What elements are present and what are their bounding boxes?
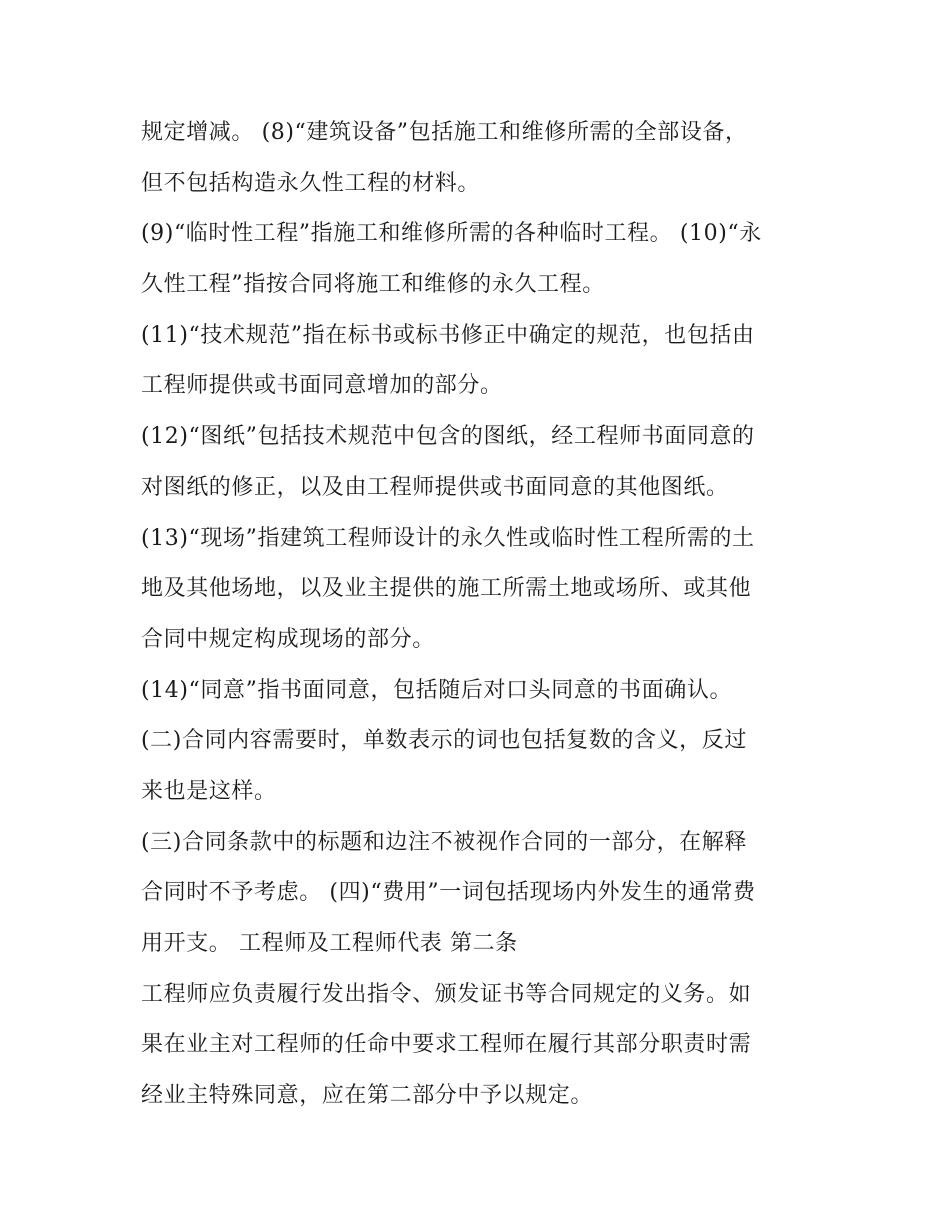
text-line: (9)“临时性工程”指施工和维修所需的各种临时工程。 (10)“永 — [141, 221, 762, 247]
text-line: (14)“同意”指书面同意，包括随后对口头同意的书面确认。 — [141, 677, 733, 703]
text-line: 用开支。 工程师及工程师代表 第二条 — [141, 931, 518, 956]
text-line: (二)合同内容需要时，单数表示的词也包括复数的含义，反过 — [141, 728, 747, 754]
text-line: (三)合同条款中的标题和边注不被视作合同的一部分，在解释 — [141, 829, 747, 855]
text-line: 规定增减。 (8)“建筑设备”包括施工和维修所需的全部设备， — [141, 120, 748, 145]
text-line: (13)“现场”指建筑工程师设计的永久性或临时性工程所需的土 — [141, 525, 755, 551]
text-line: (12)“图纸”包括技术规范中包含的图纸，经工程师书面同意的 — [141, 424, 755, 450]
text-line: 合同中规定构成现场的部分。 — [141, 626, 435, 652]
text-line: 合同时不予考虑。 (四)“费用”一词包括现场内外发生的通常费 — [141, 880, 756, 906]
text-line: 地及其他场地，以及业主提供的施工所需土地或场所、或其他 — [141, 576, 752, 602]
text-line: 久性工程”指按合同将施工和维修的永久工程。 — [141, 272, 605, 298]
text-line: 经业主特殊同意，应在第二部分中予以规定。 — [141, 1083, 594, 1109]
body-text — [141, 108, 831, 1122]
text-line: 来也是这样。 — [141, 778, 277, 804]
text-line: 但不包括构造永久性工程的材料。 — [141, 170, 481, 196]
text-line: 工程师应负责履行发出指令、颁发证书等合同规定的义务。如 — [141, 981, 752, 1007]
text-line: 果在业主对工程师的任命中要求工程师在履行其部分职责时需 — [141, 1032, 752, 1058]
text-line: 工程师提供或书面同意增加的部分。 — [141, 373, 503, 399]
text-line: 对图纸的修正，以及由工程师提供或书面同意的其他图纸。 — [141, 474, 729, 500]
text-line: (11)“技术规范”指在标书或标书修正中确定的规范，也包括由 — [141, 322, 755, 348]
